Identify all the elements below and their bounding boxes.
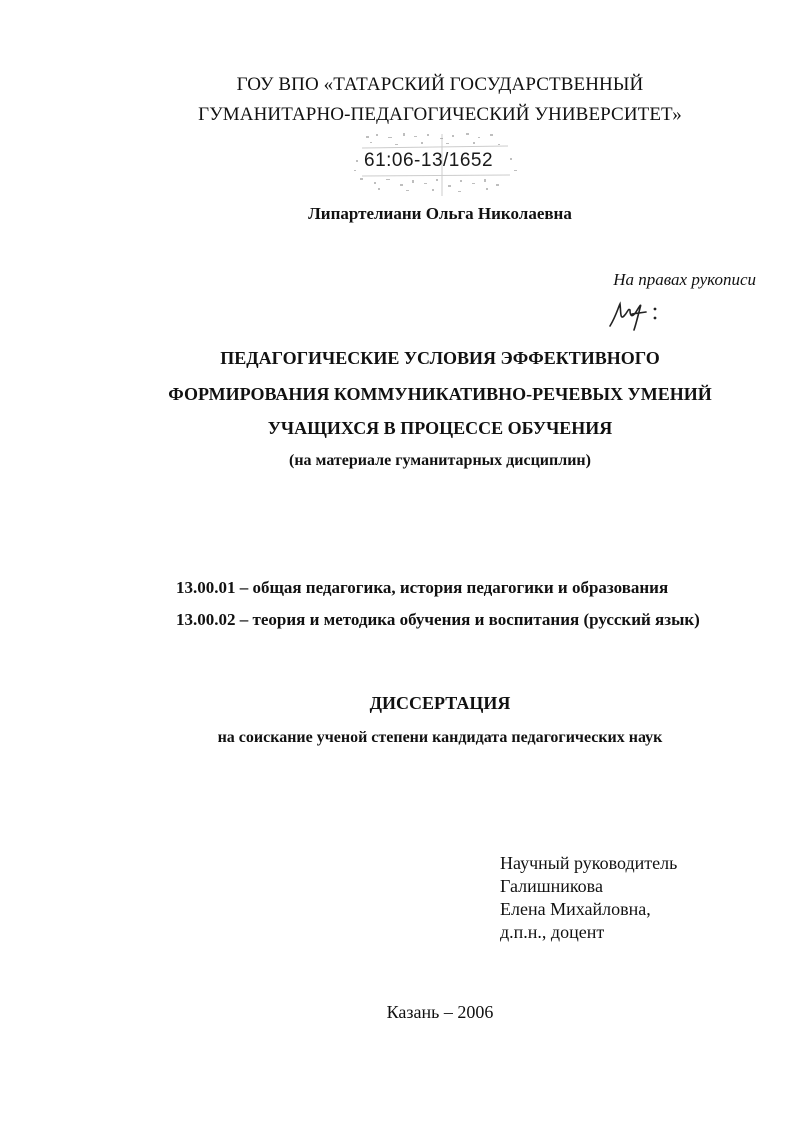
specialty-1: 13.00.01 – общая педагогика, история педагогики и образования xyxy=(176,578,669,597)
degree-subheading: на соискание ученой степени кандидата педагогических наук xyxy=(217,729,663,746)
institution-line-1: ГОУ ВПО «ТАТАРСКИЙ ГОСУДАРСТВЕННЫЙ xyxy=(236,74,644,95)
supervisor-surname: Галишникова xyxy=(500,876,603,896)
specialty-2: 13.00.02 – теория и методика обучения и воспитания (русский язык) xyxy=(176,610,700,629)
supervisor-block xyxy=(500,852,677,944)
institution-line-2: ГУМАНИТАРНО-ПЕДАГОГИЧЕСКИЙ УНИВЕРСИТЕТ» xyxy=(198,104,682,125)
stamp-number: 61:06-13/1652 xyxy=(364,150,494,171)
title-subtitle: (на материале гуманитарных дисциплин) xyxy=(289,452,591,469)
author-name: Липартелиани Ольга Николаевна xyxy=(308,204,572,223)
degree-heading: ДИССЕРТАЦИЯ xyxy=(369,693,511,713)
supervisor-given-names: Елена Михайловна, xyxy=(500,899,651,919)
title-line-2: ФОРМИРОВАНИЯ КОММУНИКАТИВНО-РЕЧЕВЫХ УМЕНИЙ xyxy=(168,384,712,404)
library-stamp xyxy=(348,130,528,200)
supervisor-credentials: д.п.н., доцент xyxy=(500,922,605,942)
signature-icon xyxy=(606,298,676,334)
title-line-3: УЧАЩИХСЯ В ПРОЦЕССЕ ОБУЧЕНИЯ xyxy=(267,418,613,438)
rights-note: На правах рукописи xyxy=(613,270,756,289)
title-line-1: ПЕДАГОГИЧЕСКИЕ УСЛОВИЯ ЭФФЕКТИВНОГО xyxy=(220,348,660,368)
city-year: Казань – 2006 xyxy=(386,1002,494,1022)
supervisor-role: Научный руководитель xyxy=(500,853,678,873)
